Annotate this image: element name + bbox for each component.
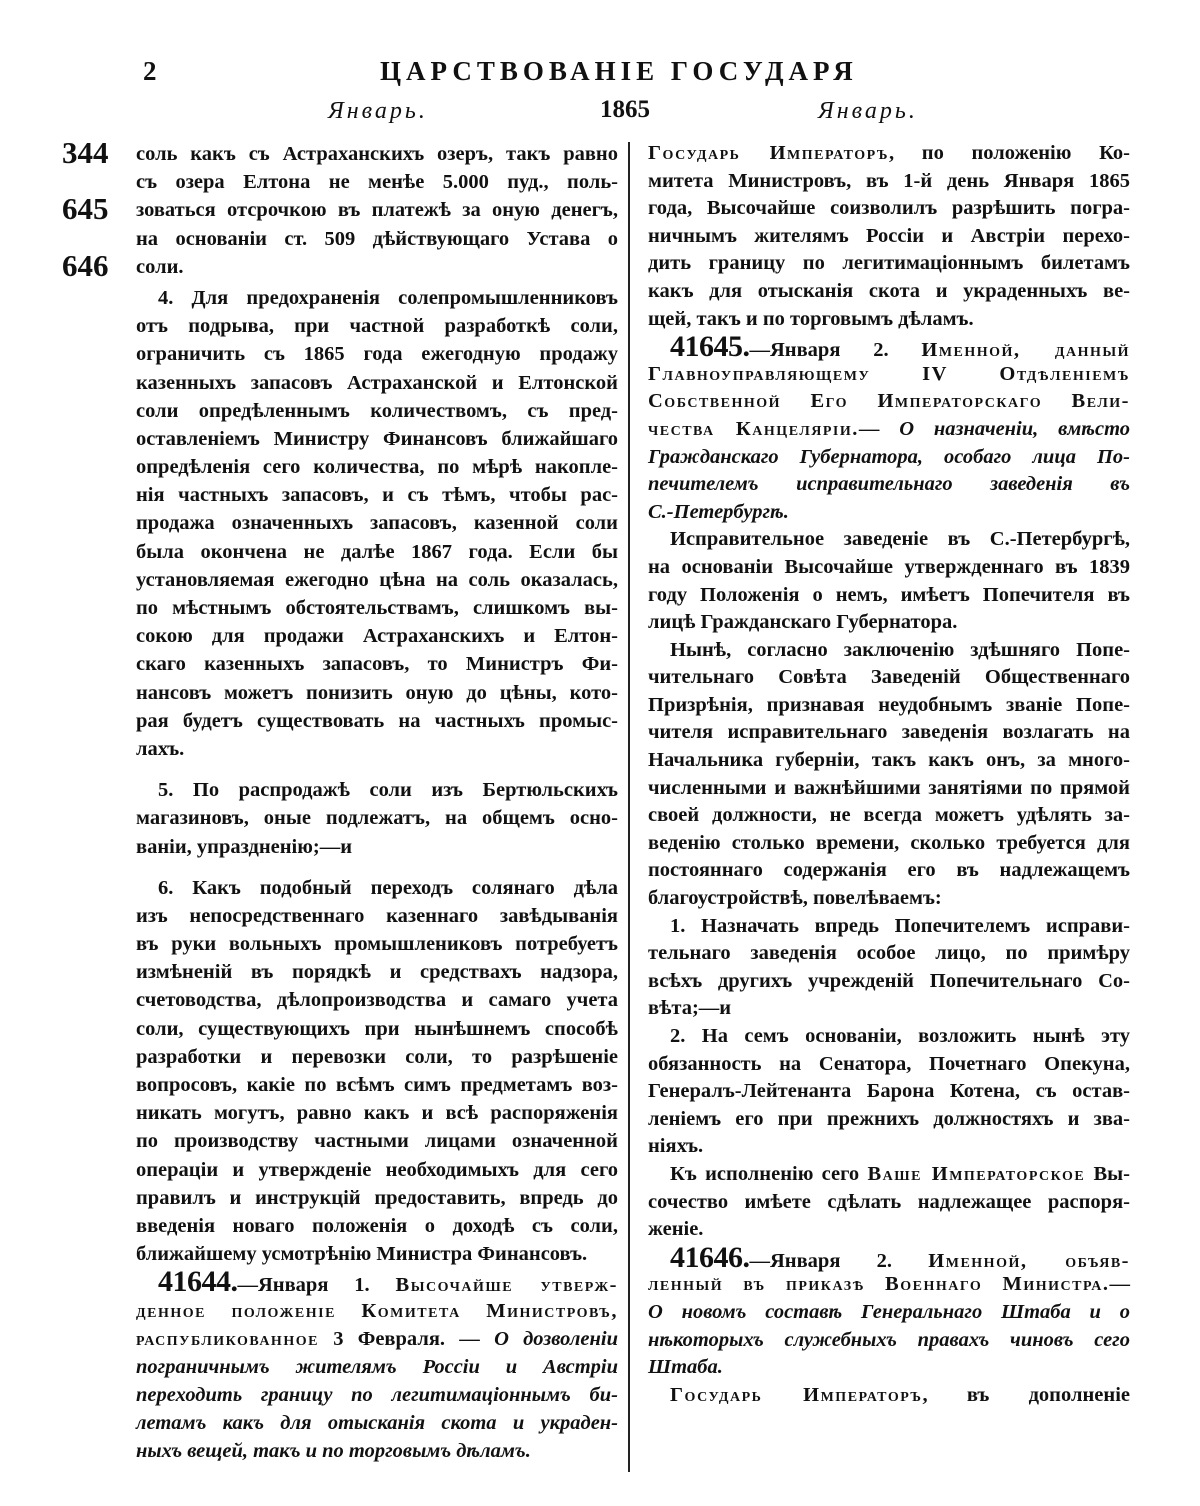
left-column	[136, 140, 618, 1466]
text-line	[648, 913, 1130, 941]
decree-number: 41644.	[158, 1265, 238, 1299]
text-segment: нансовъ можетъ понизить оную до цѣны, кото-	[136, 681, 618, 704]
text-line	[136, 140, 618, 168]
text-line	[136, 1437, 618, 1465]
text-segment: никать могутъ, равно какъ и всѣ распоряженія	[136, 1102, 618, 1125]
text-line	[648, 1382, 1130, 1410]
text-line	[648, 526, 1130, 554]
text-line	[136, 594, 618, 622]
text-line	[648, 499, 1130, 527]
spaced-caps-text: Ваше Императорское	[867, 1162, 1086, 1185]
text-line	[648, 444, 1130, 472]
text-segment: нія частныхъ запасовъ, и съ тѣмъ, чтобы рас-	[136, 484, 618, 507]
text-line	[648, 471, 1130, 499]
text-line	[648, 1271, 1130, 1299]
text-segment: тельнаго заведенія особое лицо, по примѣру	[648, 942, 1130, 965]
text-segment: операціи и утвержденіе необходимыхъ для сего	[136, 1158, 618, 1181]
text-segment: на основаніи Высочайше утвержденнаго въ 1839	[648, 555, 1130, 578]
text-segment: лицѣ Гражданскаго Губернатора.	[648, 611, 958, 634]
text-line	[648, 775, 1130, 803]
text-line	[136, 622, 618, 650]
text-segment: вѣта;—и	[648, 997, 732, 1020]
paragraph	[136, 874, 618, 1269]
text-line	[136, 312, 618, 340]
text-segment: —Января 2.	[749, 339, 922, 362]
text-segment: зоваться отсрочкою въ платежѣ за оную денегъ,	[136, 199, 618, 222]
text-segment: Исправительное заведеніе въ С.-Петербургѣ,	[670, 528, 1130, 551]
text-line	[648, 637, 1130, 665]
text-line	[136, 1409, 618, 1437]
italic-text: ныхъ вещей, такъ и по торговымъ дѣламъ.	[136, 1440, 531, 1463]
text-line	[648, 306, 1130, 334]
month-left: Январь.	[328, 98, 428, 124]
paragraph	[648, 526, 1130, 636]
text-line	[648, 1299, 1130, 1327]
right-column	[648, 140, 1130, 1409]
text-segment: леніемъ его при прежнихъ должностяхъ и зва-	[648, 1107, 1130, 1130]
text-line	[136, 340, 618, 368]
paragraph	[648, 1240, 1130, 1382]
text-line	[136, 1071, 618, 1099]
text-segment: соль какъ съ Астраханскихъ озеръ, такъ равно	[136, 143, 618, 165]
italic-text: нѣкоторыхъ служебныхъ правахъ чиновъ сего	[648, 1328, 1130, 1351]
text-line	[648, 388, 1130, 416]
margin-number: 646	[62, 248, 109, 283]
text-line	[136, 874, 618, 902]
text-line	[136, 1043, 618, 1071]
paragraph	[648, 913, 1130, 1023]
paragraph	[648, 140, 1130, 333]
text-segment: Къ исполненію сего	[670, 1162, 868, 1185]
text-segment: лахъ.	[136, 737, 185, 760]
text-segment: ваніи, упраздненію;—и	[136, 835, 353, 858]
text-segment: ближайшему усмотрѣнію Министра Финансовъ.	[136, 1243, 588, 1266]
text-segment: 6. Какъ подобный переходъ солянаго дѣла	[158, 876, 618, 899]
text-segment: введенія новаго положенія о доходѣ съ соли,	[136, 1214, 618, 1237]
text-line	[648, 1051, 1130, 1079]
text-line	[136, 1325, 618, 1353]
text-segment: какъ для отысканія скота и украденныхъ ве-	[648, 279, 1130, 302]
text-line	[136, 481, 618, 509]
text-segment: 3 Февраля. —	[318, 1327, 495, 1350]
text-segment: обязанность на Сенатора, Почетнаго Опекуна,	[648, 1052, 1130, 1075]
text-segment: численными и важнѣйшими занятіями по прямой	[648, 776, 1130, 799]
text-segment: изъ непосредственнаго казеннаго завѣдыванія	[136, 904, 618, 927]
text-segment: 4. Для предохраненія солепромышленниковъ	[158, 286, 618, 309]
text-segment: постояннаго содержанія его въ надлежащемъ	[648, 859, 1130, 882]
text-segment: на основаніи ст. 509 дѣйствующаго Устава о	[136, 227, 618, 250]
text-line	[136, 397, 618, 425]
text-line	[648, 802, 1130, 830]
text-line	[648, 609, 1130, 637]
text-line	[648, 168, 1130, 196]
text-line	[648, 361, 1130, 389]
text-segment: благоустройствѣ, повелѣваемъ:	[648, 887, 942, 910]
text-line	[648, 140, 1130, 168]
text-segment: съ озера Елтона не менѣе 5.000 пуд., поль-	[136, 171, 618, 194]
text-segment: года, Высочайше соизволилъ разрѣшить погра-	[648, 197, 1130, 220]
text-line	[648, 1354, 1130, 1382]
text-line	[136, 1156, 618, 1184]
text-line	[136, 958, 618, 986]
text-line	[648, 1189, 1130, 1217]
italic-text: печителемъ исправительнаго заведенія въ	[648, 473, 1130, 496]
text-line	[648, 747, 1130, 775]
text-segment: Призрѣнія, признавая неудобнымъ званіе Попе-	[648, 693, 1130, 716]
text-line	[136, 776, 618, 804]
text-segment: веденію столько времени, сколько требуется для	[648, 831, 1130, 854]
text-segment: чителя исправительнаго заведенія возлагать на	[648, 721, 1130, 744]
text-line	[648, 857, 1130, 885]
text-segment: по производству частными лицами означенной	[136, 1130, 618, 1153]
text-segment: чительнаго Совѣта Заведеній Общественнаго	[648, 666, 1130, 689]
paragraph	[648, 330, 1130, 526]
text-line	[648, 1240, 1130, 1274]
text-line	[648, 195, 1130, 223]
text-line	[136, 453, 618, 481]
italic-text: О дозволеніи	[494, 1327, 618, 1350]
text-line	[136, 902, 618, 930]
text-line	[136, 196, 618, 224]
spaced-caps-text: денное положеніе Комитета Министровъ,	[136, 1299, 618, 1322]
text-line	[136, 1353, 618, 1381]
text-segment: —	[858, 417, 900, 440]
text-line	[136, 679, 618, 707]
text-line	[648, 995, 1130, 1023]
text-line	[136, 1099, 618, 1127]
text-segment: митета Министровъ, въ 1-й день Января 1865	[648, 169, 1130, 192]
text-segment: своей должности, не всегда можетъ удѣлять за-	[648, 804, 1130, 827]
italic-text: Гражданскаго Губернатора, особаго лица По-	[648, 445, 1130, 468]
text-segment: была окончена не далѣе 1867 года. Если бы	[136, 540, 618, 563]
text-line	[136, 425, 618, 453]
text-segment: Генералъ-Лейтенанта Барона Котена, съ остав-	[648, 1080, 1130, 1103]
margin-number: 344	[62, 135, 109, 170]
text-line	[648, 719, 1130, 747]
text-line	[136, 1240, 618, 1268]
text-segment: 2. На семъ основаніи, возложить нынѣ эту	[670, 1025, 1130, 1047]
text-line	[136, 369, 618, 397]
text-line	[648, 968, 1130, 996]
text-segment: вопросовъ, какіе по всѣмъ симъ предметамъ воз-	[136, 1074, 618, 1096]
text-line	[648, 223, 1130, 251]
text-line	[136, 1212, 618, 1240]
text-line	[136, 566, 618, 594]
spaced-caps-text: ленный въ приказѣ Военнаго Министра.	[648, 1273, 1110, 1296]
italic-text: пограничнымъ жителямъ Россіи и Австріи	[136, 1355, 618, 1378]
text-line	[136, 253, 618, 281]
text-segment: щей, такъ и по торговымъ дѣламъ.	[648, 307, 974, 330]
italic-text: летамъ какъ для отысканія скота и украден-	[136, 1412, 618, 1435]
text-segment: женіе.	[648, 1218, 704, 1241]
spaced-caps-text: Высочайше утверж-	[395, 1274, 618, 1297]
decree-number: 41645.	[670, 330, 750, 364]
text-segment: счетоводства, дѣлопроизводства и самаго учета	[136, 989, 618, 1012]
text-segment: Вы-	[1085, 1162, 1130, 1185]
spaced-caps-text: Главноуправляющему IV Отдѣленіемъ	[648, 362, 1130, 385]
text-segment: дить границу по легитимаціоннымъ билетамъ	[648, 252, 1130, 275]
text-line	[648, 1327, 1130, 1355]
text-line	[136, 804, 618, 832]
text-segment: ніяхъ.	[648, 1135, 704, 1158]
paragraph	[136, 776, 618, 861]
text-line	[648, 1078, 1130, 1106]
text-segment: —	[1109, 1273, 1130, 1296]
spaced-caps-text: Именной, данный	[921, 339, 1130, 362]
paragraph	[648, 1382, 1130, 1410]
text-segment: году Положенія о немъ, имѣетъ Попечителя въ	[648, 583, 1130, 606]
text-segment: продажа означенныхъ запасовъ, казенной соли	[136, 512, 618, 535]
paragraph	[136, 140, 618, 281]
text-segment: , въ дополненіе	[922, 1383, 1130, 1406]
text-segment: казенныхъ запасовъ Астраханской и Елтонской	[136, 371, 618, 394]
italic-text: С.-Петербургѣ.	[648, 500, 789, 523]
paragraph	[648, 1023, 1130, 1161]
text-segment: —Января 1.	[237, 1274, 396, 1297]
column-divider	[628, 142, 630, 1472]
text-segment: всѣхъ другихъ учрежденій Попечительнаго Со-	[648, 969, 1130, 992]
text-segment: измѣненій въ порядкѣ и средствахъ надзора,	[136, 961, 618, 984]
text-line	[136, 707, 618, 735]
text-segment: скаго казенныхъ запасовъ, то Министръ Фи-	[136, 653, 618, 676]
text-line	[136, 1015, 618, 1043]
paragraph	[136, 1265, 618, 1465]
margin-number: 645	[62, 191, 109, 226]
text-line	[136, 168, 618, 196]
text-segment: ничнымъ жителямъ Россіи и Австріи перехо-	[648, 224, 1130, 247]
text-line	[648, 830, 1130, 858]
text-segment: соли.	[136, 255, 184, 278]
text-line	[648, 582, 1130, 610]
text-segment: —Января 2.	[749, 1249, 929, 1272]
paragraph	[648, 637, 1130, 913]
text-line	[136, 284, 618, 312]
year: 1865	[600, 96, 650, 123]
text-line	[136, 1184, 618, 1212]
text-line	[136, 225, 618, 253]
page-number: 2	[143, 56, 157, 86]
text-line	[648, 1133, 1130, 1161]
text-line	[648, 330, 1130, 364]
text-segment: соли, существующихъ при нынѣшнемъ способѣ	[136, 1017, 618, 1040]
running-title: ЦАРСТВОВАНІЕ ГОСУДАРЯ	[380, 56, 858, 86]
text-segment: , по положенію Ко-	[888, 142, 1130, 164]
text-line	[136, 538, 618, 566]
text-segment: 1. Назначать впредь Попечителемъ исправи-	[670, 914, 1130, 937]
text-line	[136, 1381, 618, 1409]
text-segment: установляемая ежегодно цѣна на соль оказалась,	[136, 568, 618, 591]
text-segment: сокою для продажи Астраханскихъ и Елтон-	[136, 625, 618, 648]
text-line	[648, 250, 1130, 278]
text-line	[136, 986, 618, 1014]
spaced-caps-text: Государь Императоръ	[648, 142, 889, 164]
text-segment: Нынѣ, согласно заключенію здѣшняго Попе-	[670, 638, 1130, 661]
text-line	[648, 1216, 1130, 1244]
text-segment: рая будетъ существовать на частныхъ промыс-	[136, 709, 618, 732]
text-segment: ограничить съ 1865 года ежегодную продажу	[136, 343, 618, 366]
text-line	[648, 692, 1130, 720]
text-line	[648, 278, 1130, 306]
text-line	[136, 735, 618, 763]
spaced-caps-text: Именной, объяв-	[928, 1249, 1130, 1272]
text-line	[648, 554, 1130, 582]
text-segment: опредѣленія сего количества, по мѣрѣ накопле-	[136, 456, 618, 479]
decree-number: 41646.	[670, 1240, 750, 1274]
text-line	[136, 650, 618, 678]
text-segment: разработки и перевозки соли, то разрѣшеніе	[136, 1045, 618, 1068]
text-line	[648, 940, 1130, 968]
spaced-caps-text: Государь Императоръ	[670, 1383, 923, 1406]
text-segment: правилъ и инструкцій предоставить, впредь до	[136, 1186, 618, 1209]
text-segment: Начальника губерніи, такъ какъ онъ, за много-	[648, 749, 1130, 772]
text-line	[136, 930, 618, 958]
spaced-caps-text: распубликованное	[136, 1327, 319, 1350]
text-line	[648, 416, 1130, 444]
text-line	[136, 833, 618, 861]
text-segment: магазиновъ, оные подлежатъ, на общемъ осно-	[136, 807, 618, 830]
text-segment: отъ подрыва, при частной разработкѣ соли,	[136, 315, 618, 338]
italic-text: О назначеніи, вмѣсто	[899, 417, 1130, 440]
text-segment: 5. По распродажѣ соли изъ Бертюльскихъ	[158, 779, 618, 802]
text-line	[136, 509, 618, 537]
italic-text: О новомъ составѣ Генеральнаго Штаба и о	[648, 1300, 1130, 1323]
paragraph	[136, 284, 618, 763]
italic-text: переходить границу по легитимаціоннымъ би-	[136, 1384, 618, 1407]
italic-text: Штаба.	[648, 1356, 723, 1379]
text-line	[136, 1127, 618, 1155]
text-line	[648, 1161, 1130, 1189]
text-line	[136, 1265, 618, 1299]
text-segment: соли опредѣленнымъ количествомъ, съ пред-	[136, 399, 618, 422]
text-line	[648, 885, 1130, 913]
text-segment: въ руки вольныхъ промышлениковъ потребуетъ	[136, 933, 618, 956]
text-segment: сочество имѣете сдѣлать надлежащее распоря-	[648, 1190, 1130, 1213]
spaced-caps-text: чества Канцеляріи.	[648, 417, 859, 440]
text-segment: по мѣстнымъ обстоятельствамъ, слишкомъ вы-	[136, 597, 618, 619]
month-right: Январь.	[818, 98, 918, 124]
text-line	[648, 1106, 1130, 1134]
text-segment: оставленіемъ Министру Финансовъ ближайшаго	[136, 427, 618, 450]
text-line	[648, 664, 1130, 692]
text-line	[136, 1297, 618, 1325]
spaced-caps-text: Собственной Его Императорскаго Вели-	[648, 390, 1130, 413]
text-line	[648, 1023, 1130, 1051]
paragraph	[648, 1161, 1130, 1244]
